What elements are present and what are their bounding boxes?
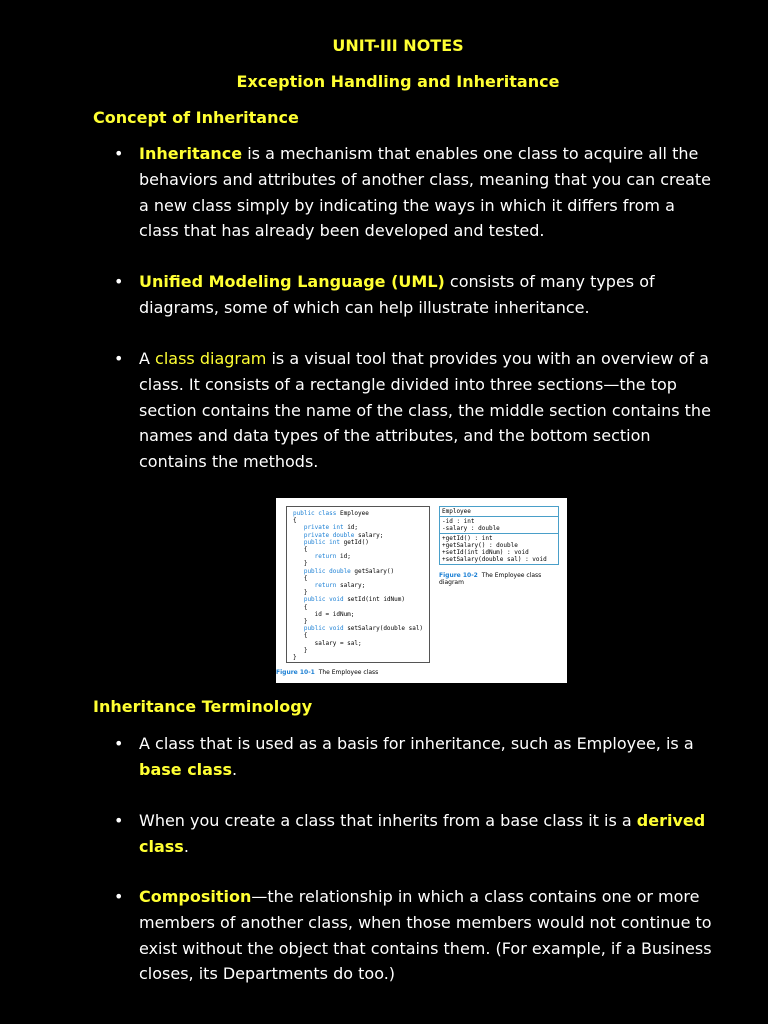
figure-1-label: Figure 10-1 xyxy=(276,669,315,676)
bullet-dot: • xyxy=(114,811,124,830)
uml-method: +getSalary() : double xyxy=(442,542,518,549)
code-line xyxy=(293,654,423,661)
code-line xyxy=(293,546,423,553)
code-line xyxy=(293,532,423,539)
code-line xyxy=(293,596,423,603)
code-keyword: return xyxy=(293,553,337,561)
code-text: id; xyxy=(336,553,351,561)
code-line xyxy=(293,625,423,632)
uml-method: +getId() : int xyxy=(442,535,493,542)
code-line xyxy=(293,524,423,531)
code-text: salary; xyxy=(336,582,366,590)
section-heading-concept: Concept of Inheritance xyxy=(93,108,299,127)
figure-2-label: Figure 10-2 xyxy=(439,572,478,579)
code-keyword: public int xyxy=(293,538,340,546)
unit-title: UNIT-III NOTES xyxy=(332,36,464,55)
bullet-text: is a visual tool that provides you with an overview of a class. It consists of a rectangle divided into three sections—the top section contains the name of the class, the middle section contains the names and data types of the attributes, and the bottom section contains the methods. xyxy=(139,349,711,472)
figure-1-caption xyxy=(276,669,378,676)
code-text: Employee xyxy=(336,510,369,517)
code-text: id = idNum; xyxy=(293,610,355,618)
code-line xyxy=(293,582,423,589)
code-text: { xyxy=(293,632,308,640)
code-line xyxy=(293,632,423,639)
term-uml: Unified Modeling Language (UML) xyxy=(139,272,445,291)
bullet-text: is a mechanism that enables one class to acquire all the behaviors and attributes of another class, meaning that you can create a new class simply by indicating the ways in which it differs from a class that has already been developed and tested. xyxy=(139,144,711,241)
bullet-dot: • xyxy=(114,349,124,368)
code-text: } xyxy=(293,654,297,662)
code-text: { xyxy=(293,546,308,554)
code-text: getId() xyxy=(339,538,369,546)
code-text: setSalary(double sal) xyxy=(343,625,424,633)
code-line xyxy=(293,575,423,582)
code-text: { xyxy=(293,517,297,525)
code-keyword: return xyxy=(293,582,337,590)
code-text: } xyxy=(293,646,308,654)
employee-class-figure xyxy=(276,498,567,683)
code-text: { xyxy=(293,574,308,582)
code-text: } xyxy=(293,589,308,597)
uml-attribute: -id : int xyxy=(442,518,475,525)
figure-2-text: The Employee class diagram xyxy=(439,572,542,586)
code-keyword: public void xyxy=(293,596,344,604)
code-line xyxy=(293,604,423,611)
code-line xyxy=(293,553,423,560)
bullet-text-post: . xyxy=(232,759,238,779)
bullet-dot: • xyxy=(114,887,124,906)
bullet-text: When you create a class that inherits from a base class it is a xyxy=(139,811,637,830)
code-keyword: public double xyxy=(293,567,351,575)
code-keyword: public void xyxy=(293,625,344,633)
code-keyword: private double xyxy=(293,531,355,539)
figure-1-text: The Employee class xyxy=(318,669,379,676)
code-line xyxy=(293,640,423,647)
uml-method: +setId(int idNum) : void xyxy=(442,549,529,556)
code-text: } xyxy=(293,560,308,568)
bullet-text-post: . xyxy=(183,836,189,856)
bullet-text: A class that is used as a basis for inheritance, such as Employee, is a xyxy=(139,734,694,753)
code-listing xyxy=(286,506,430,663)
bullet-text: —the relationship in which a class contains one or more members of another class, when those members would not continue to exist without the object that contains them. (For example, if a Business closes, its Departments do too.) xyxy=(139,887,712,984)
term-class-diagram: class diagram xyxy=(155,349,267,368)
document-subtitle: Exception Handling and Inheritance xyxy=(236,72,560,91)
code-line xyxy=(293,517,423,524)
code-text: getSalary() xyxy=(350,567,395,575)
code-text: } xyxy=(293,618,308,626)
code-line xyxy=(293,647,423,654)
uml-class-diagram xyxy=(439,506,559,565)
code-line xyxy=(293,568,423,575)
term-derived-class: derived class xyxy=(139,811,706,856)
bullet-dot: • xyxy=(114,734,124,753)
uml-method: +setSalary(double sal) : void xyxy=(442,556,547,563)
code-text: setId(int idNum) xyxy=(343,596,405,604)
uml-methods xyxy=(440,534,558,564)
bullet-text: consists of many types of diagrams, some of which can help illustrate inheritance. xyxy=(139,272,655,317)
code-text: salary; xyxy=(354,531,384,539)
code-text: { xyxy=(293,603,308,611)
bullet-text-pre: A xyxy=(139,349,156,368)
term-base-class: base class xyxy=(139,759,233,779)
uml-attributes xyxy=(440,517,558,534)
uml-class-name: Employee xyxy=(440,507,558,517)
section-heading-terminology: Inheritance Terminology xyxy=(93,697,313,716)
code-text: salary = sal; xyxy=(293,639,362,647)
code-keyword: public class xyxy=(293,510,337,517)
code-line xyxy=(293,611,423,618)
code-line xyxy=(293,560,423,567)
code-line xyxy=(293,539,423,546)
code-keyword: private int xyxy=(293,524,344,532)
code-line xyxy=(293,618,423,625)
term-composition: Composition xyxy=(139,887,252,906)
code-line xyxy=(293,510,423,517)
term-inheritance: Inheritance xyxy=(139,144,243,163)
bullet-dot: • xyxy=(114,272,124,291)
figure-2-caption xyxy=(439,572,567,586)
uml-attribute: -salary : double xyxy=(442,525,500,532)
code-text: id; xyxy=(343,524,359,532)
bullet-dot: • xyxy=(114,144,124,163)
code-line xyxy=(293,589,423,596)
